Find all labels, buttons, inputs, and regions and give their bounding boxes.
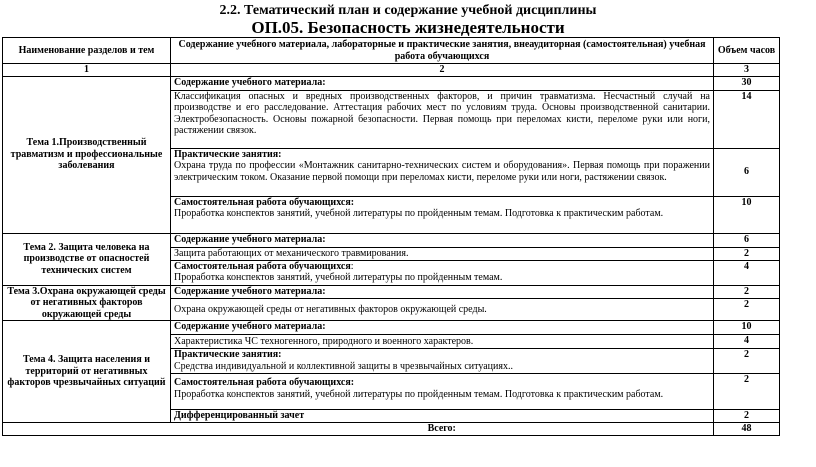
topic-4-name: Тема 4. Защита населения и территорий от негативных факторов чрезвычайных ситуаций	[3, 321, 171, 423]
topic-2-self-colon: :	[350, 260, 354, 272]
topic-4-practice-heading: Практические занятия:	[174, 349, 282, 360]
topic-3-content-heading: Содержание учебного материала:	[171, 285, 714, 298]
topic-4-self-heading: Самостоятельная работа обучающихся:	[174, 377, 355, 388]
table-row	[3, 76, 780, 90]
topic-2-content-hours: 6	[714, 233, 780, 247]
topic-4-content-heading: Содержание учебного материала:	[171, 321, 714, 335]
total-spacer	[3, 423, 171, 436]
topic-4-credit-hours: 2	[714, 410, 780, 423]
topic-1-self-text: Проработка конспектов занятий, учебной литературы по пройденным темам. Подготовка к практическим работам.	[174, 208, 664, 219]
table-row	[3, 285, 780, 298]
header-row	[3, 38, 780, 64]
topic-4-practice-hours: 2	[714, 349, 780, 374]
topic-2-self-hours: 4	[714, 260, 780, 285]
topic-1-practice-text: Охрана труда по профессии «Монтажник санитарно-технических систем и оборудования». Первая помощь при поражении электрическим током. Оказание первой помощи при переломах кисти, переломе руки или ноги, растяжении связок.	[174, 160, 710, 183]
col-number-3: 3	[714, 64, 780, 77]
topic-2-name: Тема 2. Защита человека на производстве от опасностей технических систем	[3, 233, 171, 285]
topic-2-content-heading: Содержание учебного материала:	[171, 233, 714, 247]
topic-3-content-hours: 2	[714, 285, 780, 298]
topic-4-content-text-hours: 4	[714, 335, 780, 349]
topic-4-practice	[171, 349, 714, 374]
col-header-content: Содержание учебного материала, лабораторные и практические занятия, внеаудиторная (самостоятельная) учебная работа обучающихся	[171, 38, 714, 64]
topic-2-self	[171, 260, 714, 285]
topic-3-content-text: Охрана окружающей среды от негативных факторов окружающей среды.	[171, 298, 714, 320]
topic-4-content-hours: 10	[714, 321, 780, 335]
topic-1-self-heading: Самостоятельная работа обучающихся:	[174, 196, 355, 208]
topic-1-practice-hours: 6	[714, 148, 780, 196]
topic-1-self-hours: 10	[714, 196, 780, 233]
topic-1-content-text-hours: 14	[714, 90, 780, 148]
topic-4-practice-text: Средства индивидуальной и коллективной защиты в чрезвычайных ситуациях..	[174, 360, 513, 372]
topic-1-content-heading: Содержание учебного материала:	[171, 76, 714, 90]
topic-3-name: Тема 3.Охрана окружающей среды от негативных факторов окружающей среды	[3, 285, 171, 321]
titles	[0, 2, 816, 37]
column-number-row	[3, 64, 780, 77]
topic-4-content-text: Характеристика ЧС техногенного, природного и военного характеров.	[171, 335, 714, 349]
topic-1-practice-heading: Практические занятия:	[174, 148, 282, 160]
col-number-2: 2	[171, 64, 714, 77]
topic-4-self-hours: 2	[714, 374, 780, 410]
total-row	[3, 423, 780, 436]
total-label: Всего:	[171, 423, 714, 436]
topic-4-self-text: Проработка конспектов занятий, учебной литературы по пройденным темам. Подготовка к практическим работам.	[174, 388, 664, 400]
topic-3-content-text-hours: 2	[714, 298, 780, 320]
col-header-hours: Объем часов	[714, 38, 780, 64]
discipline-title: ОП.05. Безопасность жизнедеятельности	[251, 18, 565, 37]
topic-2-self-heading: Самостоятельная работа обучающихся	[174, 260, 351, 272]
page-title: 2.2. Тематический план и содержание учебной дисциплины	[219, 3, 597, 18]
topic-1-name: Тема 1.Производственный травматизм и профессиональные заболевания	[3, 76, 171, 233]
topic-1-content-text: Классификация опасных и вредных производственных факторов, и причин травматизма. Несчастный случай на производстве и его расследование. Аттестация рабочих мест по условиям труда. Основы производственной санитарии. Электробезопасность. Основы пожарной безопасности. Первая помощь при переломах кисти, переломе руки или ноги, растяжении связок.	[171, 90, 714, 148]
table-row	[3, 321, 780, 335]
table-row	[3, 233, 780, 247]
total-hours: 48	[714, 423, 780, 436]
topic-1-self	[171, 196, 714, 233]
col-number-1: 1	[3, 64, 171, 77]
topic-2-content-text-hours: 2	[714, 247, 780, 260]
topic-4-self	[171, 374, 714, 410]
topic-2-self-text: Проработка конспектов занятий, учебной литературы по пройденным темам.	[174, 272, 503, 283]
col-header-section: Наименование разделов и тем	[3, 38, 171, 64]
topic-4-credit-label: Дифференцированный зачет	[171, 410, 714, 423]
topic-1-content-hours: 30	[714, 76, 780, 90]
topic-1-practice	[171, 148, 714, 196]
thematic-plan-table	[2, 37, 780, 436]
topic-2-content-text: Защита работающих от механического травмирования.	[171, 247, 714, 260]
